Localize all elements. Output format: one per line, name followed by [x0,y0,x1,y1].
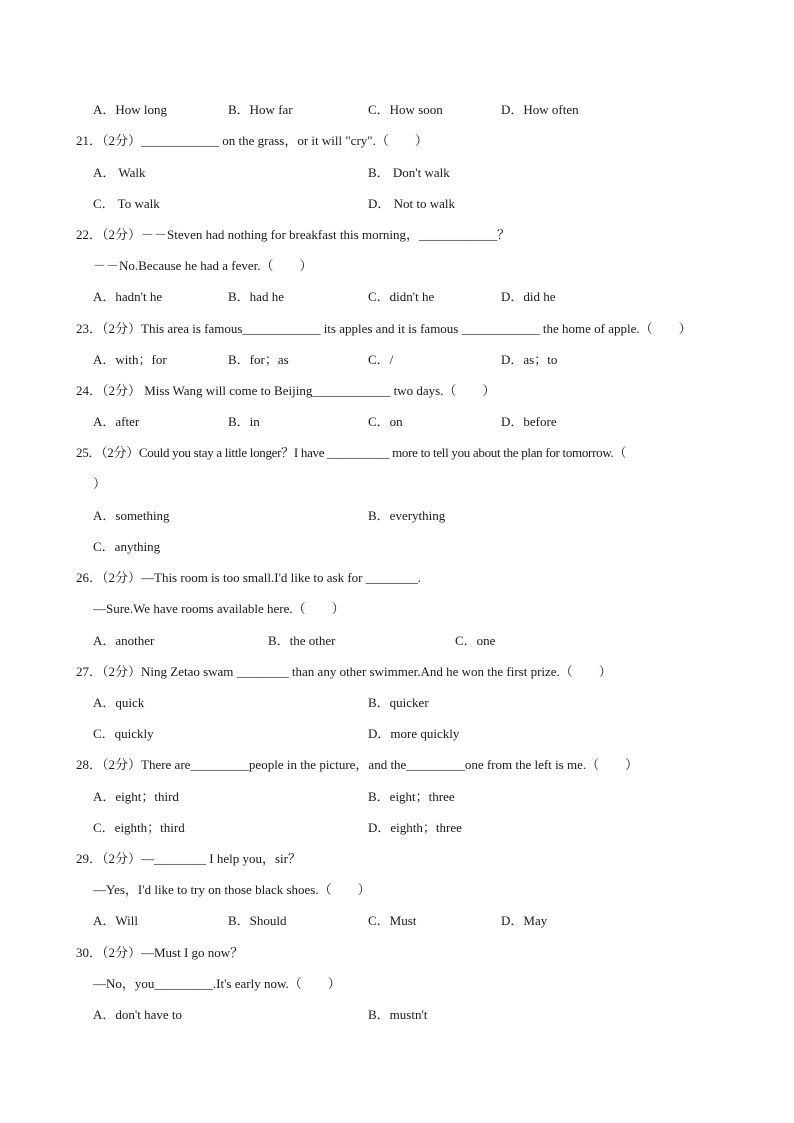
q27-option-a: A．quick [93,695,145,710]
q28-option-b: B．eight；three [368,789,455,804]
q24-option-c: C．on [368,414,403,429]
q29-option-b: B．Should [228,913,287,928]
question-30-stem: 30．（2分）—Must I go now？ [76,945,244,960]
question-27-stem: 27．（2分）Ning Zetao swam ________ than any other swimmer.And he won the first prize.（ ） [76,664,612,679]
q23-option-d: D．as；to [501,352,558,367]
question-29-stem: 29．（2分）—________ I help you，sir？ [76,851,301,866]
q22-option-b: B．had he [228,289,284,304]
q27-option-c: C．quickly [93,726,154,741]
q21-option-b: B． Don't walk [368,165,450,180]
q21-option-d: D． Not to walk [368,196,456,211]
q29-option-d: D．May [501,913,548,928]
q26-option-c: C．one [455,633,496,648]
question-29-stem-2: —Yes，I'd like to try on those black shoes.（ ） [93,882,371,897]
question-21-stem: 21．（2分）____________ on the grass，or it will "cry".（ ） [76,133,428,148]
question-26-stem: 26．（2分）—This room is too small.I'd like to ask for ________. [76,570,422,585]
q30-option-a: A．don't have to [93,1007,182,1022]
option-b: B．How far [228,102,293,117]
question-25-stem-2: ） [93,476,107,491]
question-23-stem: 23．（2分）This area is famous____________ its apples and it is famous ____________ the home of apple.（ ） [76,321,692,336]
q21-option-a: A． Walk [93,165,146,180]
question-26-stem-2: —Sure.We have rooms available here.（ ） [93,601,345,616]
q28-option-c: C．eighth；third [93,820,185,835]
q30-option-b: B．mustn't [368,1007,428,1022]
q23-option-c: C．/ [368,352,394,367]
option-a: A．How long [93,102,168,117]
option-d: D．How often [501,102,579,117]
q22-option-d: D．did he [501,289,556,304]
q22-option-c: C．didn't he [368,289,435,304]
q26-option-a: A．another [93,633,155,648]
q28-option-a: A．eight；third [93,789,179,804]
q23-option-a: A．with；for [93,352,167,367]
option-c: C．How soon [368,102,443,117]
q28-option-d: D．eighth；three [368,820,462,835]
question-25-stem: 25．（2分）Could you stay a little longer？I have __________ more to tell you about the plan for tomorrow.（ [76,445,627,460]
question-28-stem: 28．（2分）There are_________people in the picture，and the_________one from the left is me.（ ） [76,757,639,772]
q24-option-d: D．before [501,414,557,429]
q25-option-c: C．anything [93,539,161,554]
q21-option-c: C． To walk [93,196,160,211]
question-22-stem-2: －－No.Because he had a fever.（ ） [93,258,313,273]
q24-option-a: A．after [93,414,140,429]
q24-option-b: B．in [228,414,260,429]
q29-option-c: C．Must [368,913,417,928]
question-30-stem-2: —No，you_________.It's early now.（ ） [93,976,341,991]
q25-option-a: A．something [93,508,170,523]
question-24-stem: 24．（2分） Miss Wang will come to Beijing____________ two days.（ ） [76,383,496,398]
q23-option-b: B．for；as [228,352,289,367]
q27-option-b: B．quicker [368,695,429,710]
q22-option-a: A．hadn't he [93,289,163,304]
question-22-stem: 22．（2分）－－Steven had nothing for breakfast this morning，____________？ [76,227,511,242]
q25-option-b: B．everything [368,508,446,523]
q29-option-a: A．Will [93,913,138,928]
q26-option-b: B．the other [268,633,336,648]
q27-option-d: D．more quickly [368,726,460,741]
